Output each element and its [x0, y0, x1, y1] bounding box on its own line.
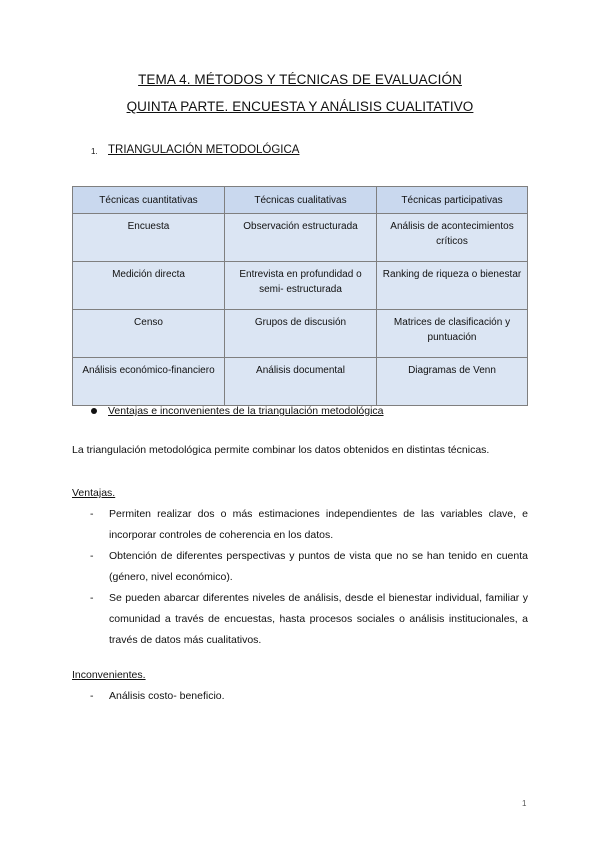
inconvenientes-list: [72, 686, 528, 707]
ventajas-heading: Ventajas.: [72, 487, 116, 499]
dash-bullet: -: [90, 592, 94, 604]
intro-paragraph: La triangulación metodológica permite combinar los datos obtenidos en distintas técnicas.: [72, 444, 490, 456]
table-cell: Entrevista en profundidad o semi- estructurada: [225, 262, 377, 310]
list-item: [72, 504, 528, 546]
table-cell: Medición directa: [73, 262, 225, 310]
table-cell: Censo: [73, 310, 225, 358]
table-cell: Análisis documental: [225, 358, 377, 406]
table-row: [73, 310, 528, 358]
table-header-row: [73, 187, 528, 214]
table-cell: Análisis de acontecimientos críticos: [377, 214, 528, 262]
table-cell: Grupos de discusión: [225, 310, 377, 358]
page-subtitle: QUINTA PARTE. ENCUESTA Y ANÁLISIS CUALITATIVO: [126, 99, 474, 114]
dash-bullet: -: [90, 508, 94, 520]
list-item: [72, 588, 528, 651]
list-item-text: Obtención de diferentes perspectivas y puntos de vista que no se han tenido en cuenta (género, nivel económico).: [109, 550, 528, 583]
list-item-text: Análisis costo- beneficio.: [109, 690, 225, 702]
page-number: 1: [522, 799, 527, 808]
list-item-text: Se pueden abarcar diferentes niveles de análisis, desde el bienestar individual, familiar y comunidad a través de encuestas, hasta procesos sociales o análisis institucionales, a través de datos más cualitativos.: [109, 592, 528, 646]
table-row: [73, 358, 528, 406]
list-item: [72, 686, 528, 707]
table-cell: Ranking de riqueza o bienestar: [377, 262, 528, 310]
page-title: TEMA 4. MÉTODOS Y TÉCNICAS DE EVALUACIÓN: [138, 72, 462, 87]
bullet-dot-icon: [91, 408, 97, 414]
dash-bullet: -: [90, 690, 94, 702]
table-header-cell: Técnicas cualitativas: [225, 187, 377, 214]
list-item-text: Permiten realizar dos o más estimaciones independientes de las variables clave, e incorporar controles de coherencia en los datos.: [109, 508, 528, 541]
list-item: [72, 546, 528, 588]
table-cell: Análisis económico-financiero: [73, 358, 225, 406]
triangulation-table: [72, 186, 528, 406]
table-cell: Encuesta: [73, 214, 225, 262]
table-cell: Observación estructurada: [225, 214, 377, 262]
ventajas-list: [72, 504, 528, 651]
table-cell: Matrices de clasificación y puntuación: [377, 310, 528, 358]
section-title: TRIANGULACIÓN METODOLÓGICA: [108, 144, 300, 156]
table-header-cell: Técnicas cuantitativas: [73, 187, 225, 214]
dash-bullet: -: [90, 550, 94, 562]
table-cell: Diagramas de Venn: [377, 358, 528, 406]
table-header-cell: Técnicas participativas: [377, 187, 528, 214]
table-row: [73, 262, 528, 310]
table-row: [73, 214, 528, 262]
section-number: 1.: [91, 147, 98, 156]
inconvenientes-heading: Inconvenientes.: [72, 669, 146, 681]
bullet-heading: Ventajas e inconvenientes de la triangulación metodológica: [108, 405, 384, 418]
bullet-item: [91, 405, 384, 417]
